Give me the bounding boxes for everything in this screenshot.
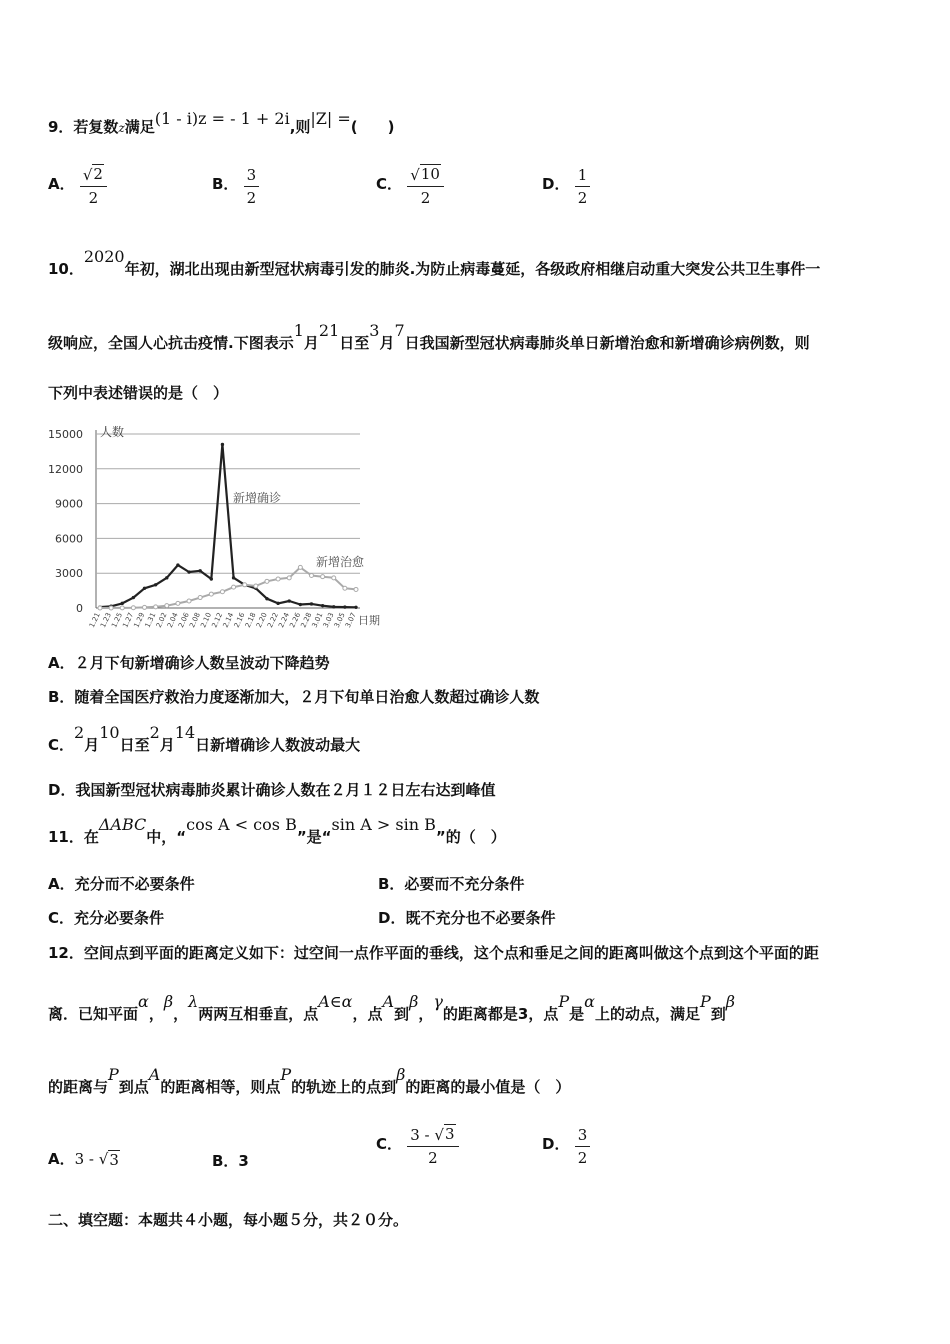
- chart-point-cured: [232, 585, 236, 589]
- chart-y-tick-label: 3000: [55, 567, 83, 581]
- chart-point-cured: [209, 592, 213, 596]
- chart-series: [98, 443, 358, 610]
- chart-point-cured: [332, 576, 336, 580]
- chart-x-tick-label: 1.31: [143, 611, 158, 629]
- q12-stem-line1: 12．空间点到平面的距离定义如下：过空间一点作平面的垂线，这个点和垂足之间的距离叫做这个点到这个平面的距: [48, 944, 819, 962]
- q11-option-b[interactable]: B．必要而不充分条件: [378, 875, 525, 893]
- chart-y-label: 人数: [100, 425, 125, 439]
- chart-point-cured: [276, 577, 280, 581]
- chart-point-cured: [343, 586, 347, 590]
- chart-point-confirmed: [166, 577, 168, 579]
- q11-option-d[interactable]: D．既不充分也不必要条件: [378, 909, 556, 927]
- q10-stem-line2: 级响应，全国人心抗击疫情.下图表示1月21日至3月7日我国新型冠状病毒肺炎单日新增治愈和新增确诊病例数，则: [48, 321, 810, 352]
- chart-point-confirmed: [221, 443, 223, 445]
- chart-point-cured: [98, 606, 102, 610]
- q10-option-c[interactable]: C．2月10日至2月14日新增确诊人数波动最大: [48, 723, 361, 754]
- chart-point-cured: [143, 605, 147, 609]
- chart-y-tick-label: 15000: [48, 428, 83, 441]
- chart-x-tick-label: 1.23: [99, 611, 113, 629]
- chart-y-tick-label: 12000: [48, 462, 83, 476]
- chart-point-confirmed: [188, 571, 190, 573]
- chart-point-cured: [120, 606, 124, 610]
- q11-option-a[interactable]: A．充分而不必要条件: [48, 875, 195, 893]
- q9-option-b[interactable]: B． $\frac{3}{2}$: [212, 164, 259, 209]
- chart-x-tick-label: 1.25: [110, 611, 125, 629]
- q10-option-d[interactable]: D．我国新型冠状病毒肺炎累计确诊人数在２月１２日左右达到峰值: [48, 781, 496, 799]
- chart-y-tick-label: 6000: [55, 532, 83, 546]
- q9-stem: 9．若复数z满足(1 - i)z = - 1 + 2i,则|Z| =( ): [48, 109, 395, 136]
- chart-point-confirmed: [333, 606, 335, 608]
- chart-point-cured: [298, 565, 302, 569]
- chart-point-cured: [220, 590, 224, 594]
- chart-point-cured: [309, 574, 313, 578]
- chart-x-tick-label: 2.28: [299, 611, 314, 629]
- chart-point-confirmed: [355, 606, 357, 608]
- chart-x-tick-label: 2.14: [221, 611, 236, 629]
- chart-point-confirmed: [132, 596, 134, 598]
- chart-x-tick-label: 2.02: [154, 611, 169, 629]
- chart-x-tick-label: 2.20: [254, 611, 269, 629]
- q10-stem-line3: 下列中表述错误的是（ ）: [48, 384, 229, 402]
- chart-point-cured: [187, 599, 191, 603]
- chart-x-tick-label: 2.06: [177, 611, 191, 629]
- chart-x-tick-label: 1.27: [121, 611, 136, 629]
- chart-point-cured: [165, 604, 169, 608]
- chart-x-tick-label: 2.22: [266, 611, 280, 629]
- chart-point-cured: [243, 583, 247, 587]
- chart-x-tick-label: 2.10: [199, 611, 214, 629]
- chart-point-confirmed: [154, 584, 156, 586]
- section-2-heading: 二、填空题：本题共４小题，每小题５分，共２０分。: [48, 1211, 409, 1229]
- chart-point-cured: [154, 605, 158, 609]
- chart-point-confirmed: [288, 600, 290, 602]
- q10-option-a[interactable]: A．２月下旬新增确诊人数呈波动下降趋势: [48, 654, 330, 672]
- chart-x-ticks: [88, 611, 358, 629]
- q10-chart: [40, 418, 390, 632]
- chart-x-tick-label: 3.03: [321, 611, 336, 629]
- chart-point-confirmed: [199, 570, 201, 572]
- q9-option-d[interactable]: D． $\frac{1}{2}$: [542, 164, 590, 209]
- q9-option-c[interactable]: C． √ 10 2: [376, 164, 444, 209]
- chart-x-tick-label: 2.04: [165, 611, 180, 629]
- chart-point-confirmed: [266, 598, 268, 600]
- chart-point-cured: [176, 601, 180, 605]
- chart-y-ticks: [48, 428, 83, 615]
- q12-option-c[interactable]: C． 3 - √ 3 2: [376, 1124, 459, 1169]
- chart-x-tick-label: 2.08: [188, 611, 202, 629]
- q10-stem-line1: 10．2020年初，湖北出现由新型冠状病毒引发的肺炎.为防止病毒蔓延，各级政府相继启动重大突发公共卫生事件一: [48, 247, 821, 278]
- chart-point-confirmed: [143, 587, 145, 589]
- chart-point-confirmed: [321, 604, 323, 606]
- chart-x-tick-label: 1.21: [87, 611, 102, 629]
- q12-stem-line2: 离．已知平面α，β，λ两两互相垂直，点A∈α，点A到β，γ的距离都是3，点P是α上的动点，满足P到β: [48, 992, 735, 1023]
- chart-point-confirmed: [344, 606, 346, 608]
- chart-point-cured: [198, 596, 202, 600]
- chart-point-confirmed: [299, 603, 301, 605]
- chart-x-tick-label: 1.29: [132, 611, 147, 629]
- chart-y-tick-label: 0: [76, 602, 83, 615]
- q9-option-a[interactable]: A． √ 2 2: [48, 164, 107, 209]
- chart-x-tick-label: 2.16: [232, 611, 247, 629]
- chart-y-tick-label: 9000: [55, 497, 83, 511]
- chart-point-cured: [287, 576, 291, 580]
- chart-point-cured: [354, 587, 358, 591]
- chart-x-tick-label: 2.12: [210, 611, 225, 629]
- q12-option-a[interactable]: A．3 - √ 3: [48, 1150, 119, 1169]
- q11-stem: 11．在ΔABC中，“cos A < cos B”是“sin A > sin B”的（ ）: [48, 815, 506, 846]
- chart-point-confirmed: [310, 603, 312, 605]
- q10-option-b[interactable]: B．随着全国医疗救治力度逐渐加大，２月下旬单日治愈人数超过确诊人数: [48, 688, 540, 706]
- chart-x-tick-label: 2.24: [277, 611, 292, 629]
- chart-x-tick-label: 3.05: [332, 611, 347, 629]
- chart-x-label: 日期: [358, 614, 380, 627]
- chart-point-confirmed: [210, 578, 212, 580]
- chart-point-confirmed: [177, 564, 179, 566]
- q12-option-d[interactable]: D． $\frac{3}{2}$: [542, 1124, 590, 1169]
- chart-point-cured: [109, 606, 113, 610]
- chart-point-confirmed: [277, 602, 279, 604]
- chart-x-tick-label: 2.26: [288, 611, 303, 629]
- chart-point-confirmed: [232, 577, 234, 579]
- q12-option-b[interactable]: B．3: [212, 1152, 249, 1170]
- chart-point-cured: [265, 579, 269, 583]
- chart-x-tick-label: 2.18: [243, 611, 258, 629]
- chart-point-cured: [254, 584, 258, 588]
- q12-stem-line3: 的距离与P到点A的距离相等，则点P的轨迹上的点到β的距离的最小值是（ ）: [48, 1065, 571, 1096]
- chart-series-label-confirmed: 新增确诊: [233, 491, 282, 505]
- chart-point-confirmed: [121, 602, 123, 604]
- chart-x-tick-label: 3.01: [310, 611, 325, 629]
- chart-series-label-cured: 新增治愈: [316, 555, 365, 569]
- chart-point-cured: [131, 606, 135, 610]
- chart-point-cured: [321, 575, 325, 579]
- chart-x-tick-label: 3.07: [343, 611, 358, 629]
- q11-option-c[interactable]: C．充分必要条件: [48, 909, 165, 927]
